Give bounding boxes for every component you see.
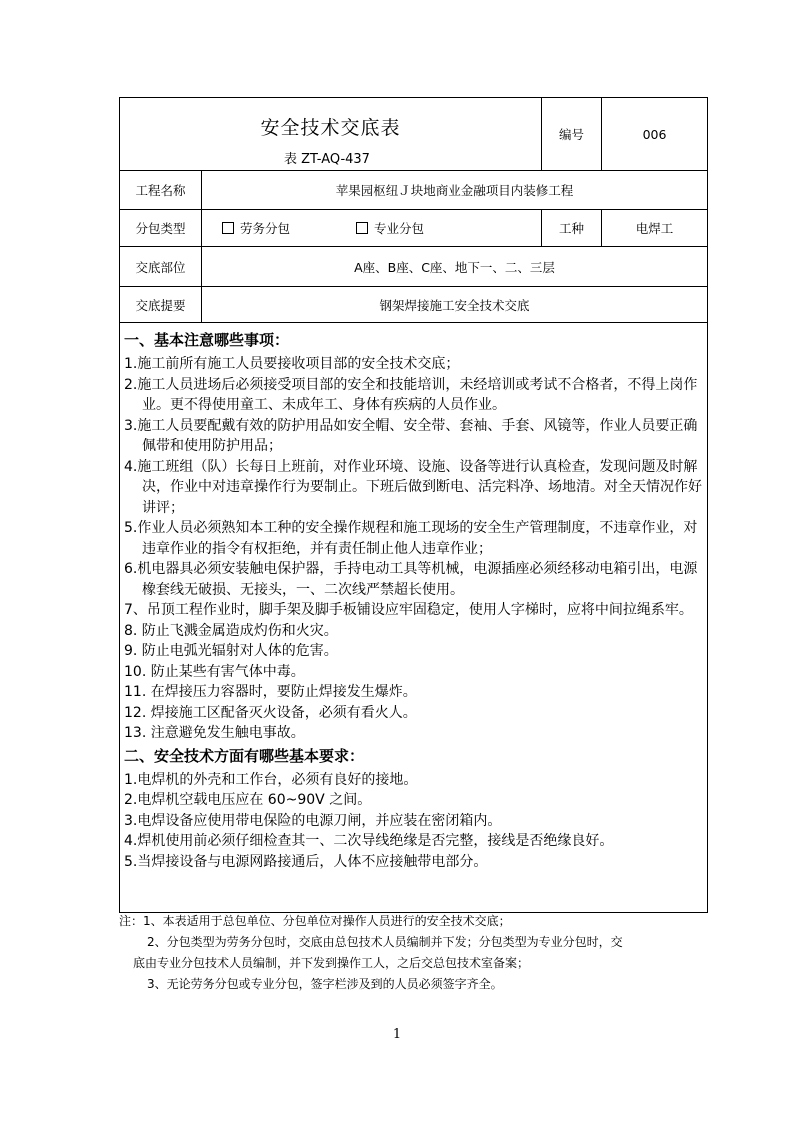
list-item: 3.施工人员要配戴有效的防护用品如安全帽、安全带、套袖、手套、风镜等，作业人员要正确佩带和使用防护用品； [124, 417, 698, 454]
number-value: 006 [602, 98, 708, 171]
form-notes [119, 911, 719, 995]
section-2-title: 二、安全技术方面有哪些基本要求： [124, 746, 365, 765]
note-2-continued: 底由专业分包技术人员编制，并下发到操作工人，之后交总包技术室备案； [133, 956, 530, 970]
section-1-list [124, 354, 703, 744]
list-item: 12. 焊接施工区配备灭火设备，必须有看火人。 [124, 704, 417, 721]
number-label: 编号 [542, 98, 602, 171]
section-1-title: 一、基本注意哪些事项： [124, 331, 290, 349]
list-item: 4.焊机使用前必须仔细检查其一、二次导线绝缘是否完整，接线是否绝缘良好。 [124, 833, 614, 849]
note-2: 2、分包类型为劳务分包时，交底由总包技术人员编制并下发；分包类型为专业分包时，交 [147, 935, 623, 949]
subcontract-type-label: 分包类型 [120, 210, 202, 247]
specialty-subcontract-checkbox[interactable] [356, 222, 368, 234]
list-item: 6.机电器具必须安装触电保护器，手持电动工具等机械，电源插座必须经移动电箱引出，电源橡套线无破损、无接头，一、二次线严禁超长使用。 [124, 561, 698, 598]
location-label: 交底部位 [120, 247, 202, 287]
list-item: 3.电焊设备应使用带电保险的电源刀闸，并应装在密闭箱内。 [124, 812, 502, 829]
list-item: 2.施工人员进场后必须接受项目部的安全和技能培训，未经培训或考试不合格者，不得上岗作业。更不得使用童工、未成年工、身体有疾病的人员作业。 [124, 376, 698, 413]
list-item: 8. 防止飞溅金属造成灼伤和火灾。 [124, 622, 338, 639]
section-2-list [124, 770, 703, 873]
list-item: 1.电焊机的外壳和工作台，必须有良好的接地。 [124, 771, 418, 788]
summary-value: 钢架焊接施工安全技术交底 [202, 287, 708, 323]
form-title: 安全技术交底表 [260, 117, 401, 139]
list-item: 13. 注意避免发生触电事故。 [124, 725, 305, 741]
list-item: 11. 在焊接压力容器时，要防止焊接发生爆炸。 [124, 684, 417, 700]
list-item: 2.电焊机空载电压应在 60~90V 之间。 [124, 792, 372, 808]
summary-label: 交底提要 [120, 287, 202, 323]
labor-subcontract-checkbox[interactable] [222, 222, 234, 234]
list-item: 7、吊顶工程作业时，脚手架及脚手板铺设应牢固稳定，使用人字梯时，应将中间拉绳系牢。 [124, 602, 693, 618]
trade-value: 电焊工 [602, 210, 708, 247]
project-name-value: 苹果园枢纽Ｊ块地商业金融项目内装修工程 [202, 171, 708, 210]
safety-briefing-form [119, 97, 708, 913]
list-item: 10. 防止某些有害气体中毒。 [124, 663, 305, 680]
trade-label: 工种 [542, 210, 602, 247]
list-item: 5.当焊接设备与电源网路接通后，人体不应接触带电部分。 [124, 853, 488, 870]
specialty-subcontract-label: 专业分包 [373, 221, 424, 236]
title-cell [120, 98, 542, 171]
list-item: 9. 防止电弧光辐射对人体的危害。 [124, 643, 338, 659]
labor-subcontract-label: 劳务分包 [240, 221, 291, 236]
list-item: 5.作业人员必须熟知本工种的安全操作规程和施工现场的安全生产管理制度，不违章作业，对违章作业的指令有权拒绝，并有责任制止他人违章作业； [124, 520, 698, 557]
location-value: A座、B座、C座、地下一、二、三层 [202, 247, 708, 287]
note-3: 3、无论劳务分包或专业分包，签字栏涉及到的人员必须签字齐全。 [147, 977, 503, 991]
list-item: 4.施工班组（队）长每日上班前，对作业环境、设施、设备等进行认真检查，发现问题及时解决，作业中对违章操作行为要制止。下班后做到断电、活完料净、场地清。对全天情况作好讲评； [124, 458, 702, 516]
subcontract-type-options [202, 210, 542, 247]
page-number: 1 [392, 1027, 402, 1042]
form-code: 表 ZT-AQ-437 [284, 152, 370, 167]
note-1: 注：1、本表适用于总包单位、分包单位对操作人员进行的安全技术交底； [119, 914, 511, 928]
project-name-label: 工程名称 [120, 171, 202, 210]
list-item: 1.施工前所有施工人员要接收项目部的安全技术交底； [124, 356, 460, 372]
briefing-content [120, 323, 708, 913]
